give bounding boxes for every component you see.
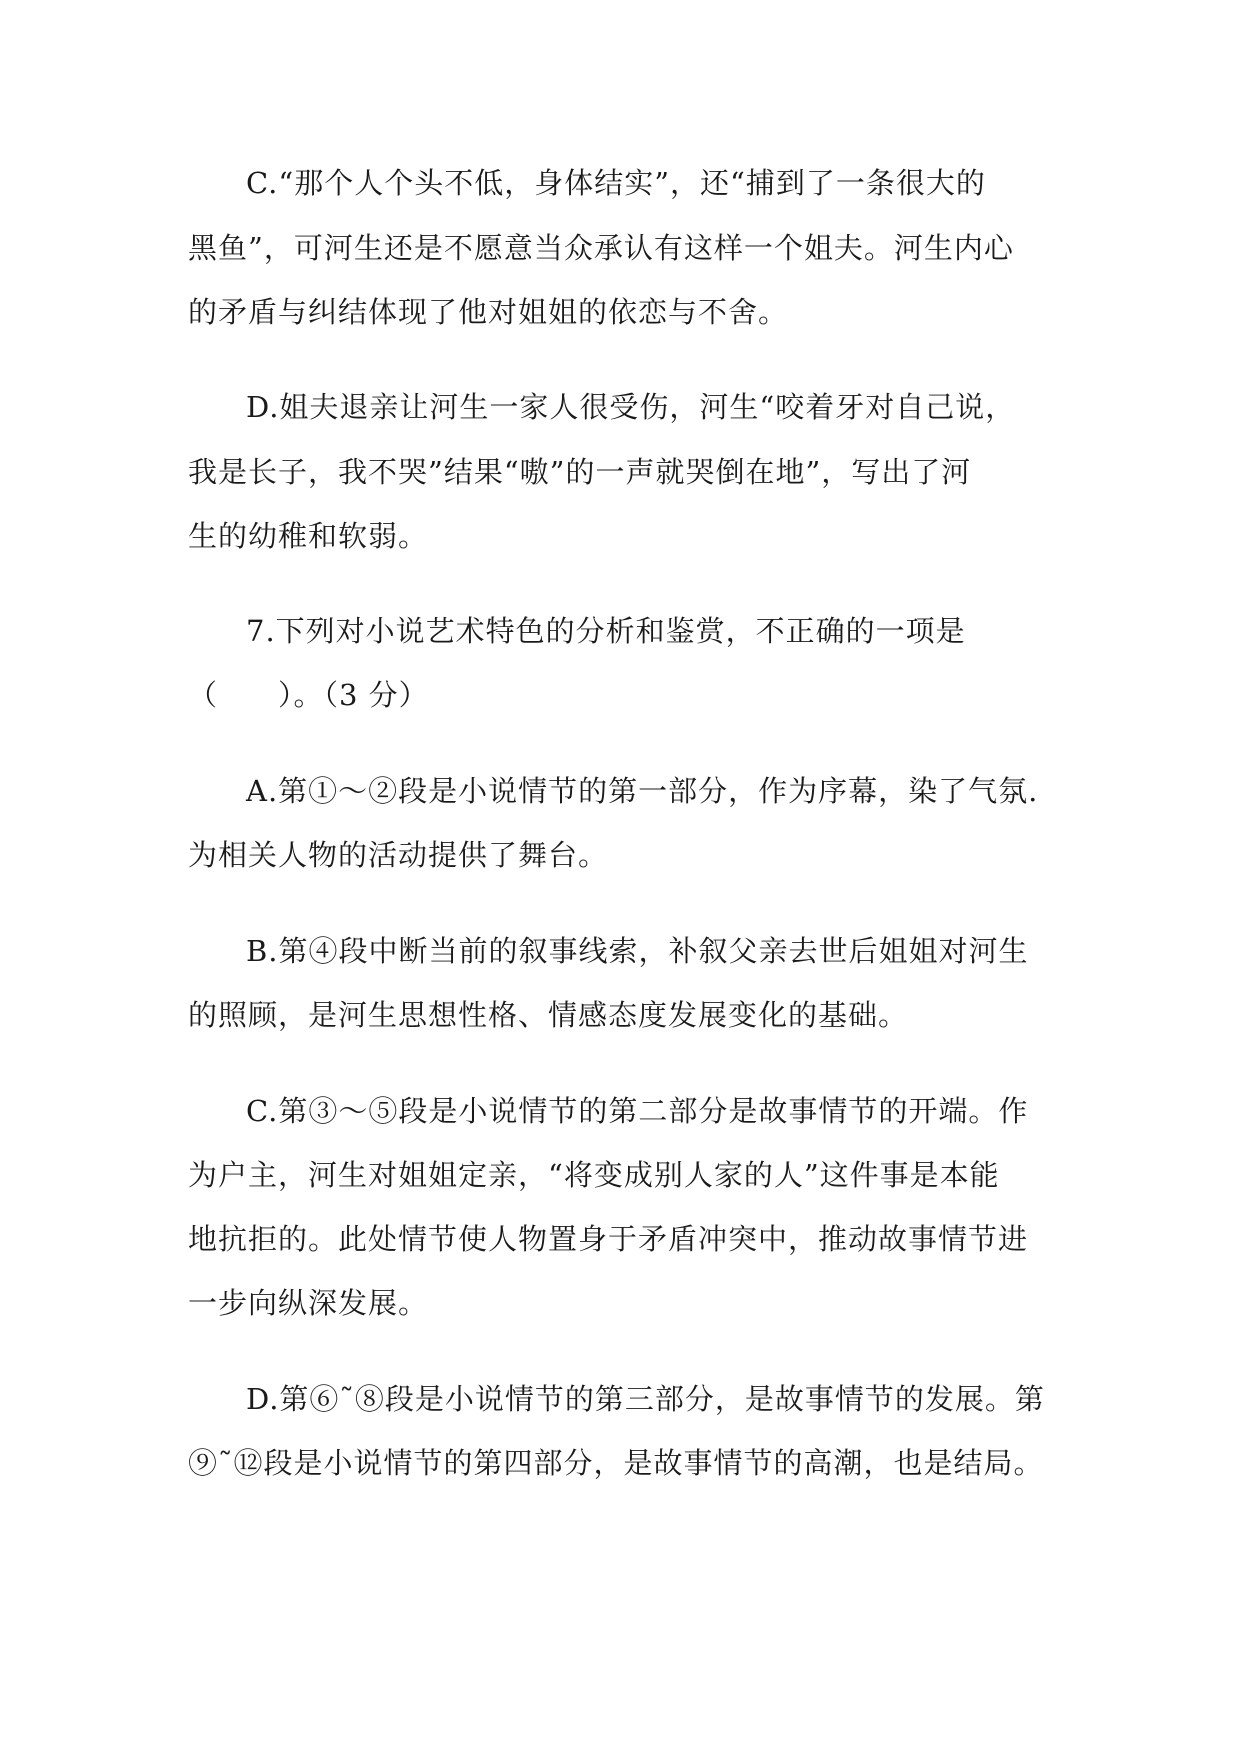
text-line: A.第①～②段是小说情节的第一部分，作为序幕，染了气氛.	[246, 774, 1039, 808]
text-line: ⑨˜⑫段是小说情节的第四部分，是故事情节的高潮，也是结局。	[188, 1446, 1044, 1480]
text-line: 地抗拒的。此处情节使人物置身于矛盾冲突中，推动故事情节进	[188, 1222, 1029, 1256]
text-line: B.第④段中断当前的叙事线索，补叙父亲去世后姐姐对河生	[246, 934, 1029, 968]
text-line: 黑鱼”，可河生还是不愿意当众承认有这样一个姐夫。河生内心	[188, 231, 1014, 265]
text-line: C.“那个人个头不低，身体结实”，还“捕到了一条很大的	[246, 166, 986, 200]
text-line: 的照顾，是河生思想性格、情感态度发展变化的基础。	[188, 998, 909, 1032]
text-line: C.第③～⑤段是小说情节的第二部分是故事情节的开端。作	[246, 1094, 1029, 1128]
question-stem: 7.下列对小说艺术特色的分析和鉴赏，不正确的一项是	[246, 614, 966, 648]
text-line: 为相关人物的活动提供了舞台。	[188, 838, 609, 872]
text-line: 生的幼稚和软弱。	[188, 519, 429, 553]
answer-blank: （ ）。（3 分）	[188, 678, 429, 712]
text-line: 的矛盾与纠结体现了他对姐姐的依恋与不舍。	[188, 295, 789, 329]
text-line: D.姐夫退亲让河生一家人很受伤，河生“咬着牙对自己说，	[246, 390, 1016, 424]
text-line: 我是长子，我不哭”结果“嗷”的一声就哭倒在地”，写出了河	[188, 455, 972, 489]
text-line: D.第⑥˜⑧段是小说情节的第三部分，是故事情节的发展。第	[246, 1382, 1045, 1416]
text-line: 为户主，河生对姐姐定亲，“将变成别人家的人”这件事是本能	[188, 1158, 1000, 1192]
text-line: 一步向纵深发展。	[188, 1286, 429, 1320]
